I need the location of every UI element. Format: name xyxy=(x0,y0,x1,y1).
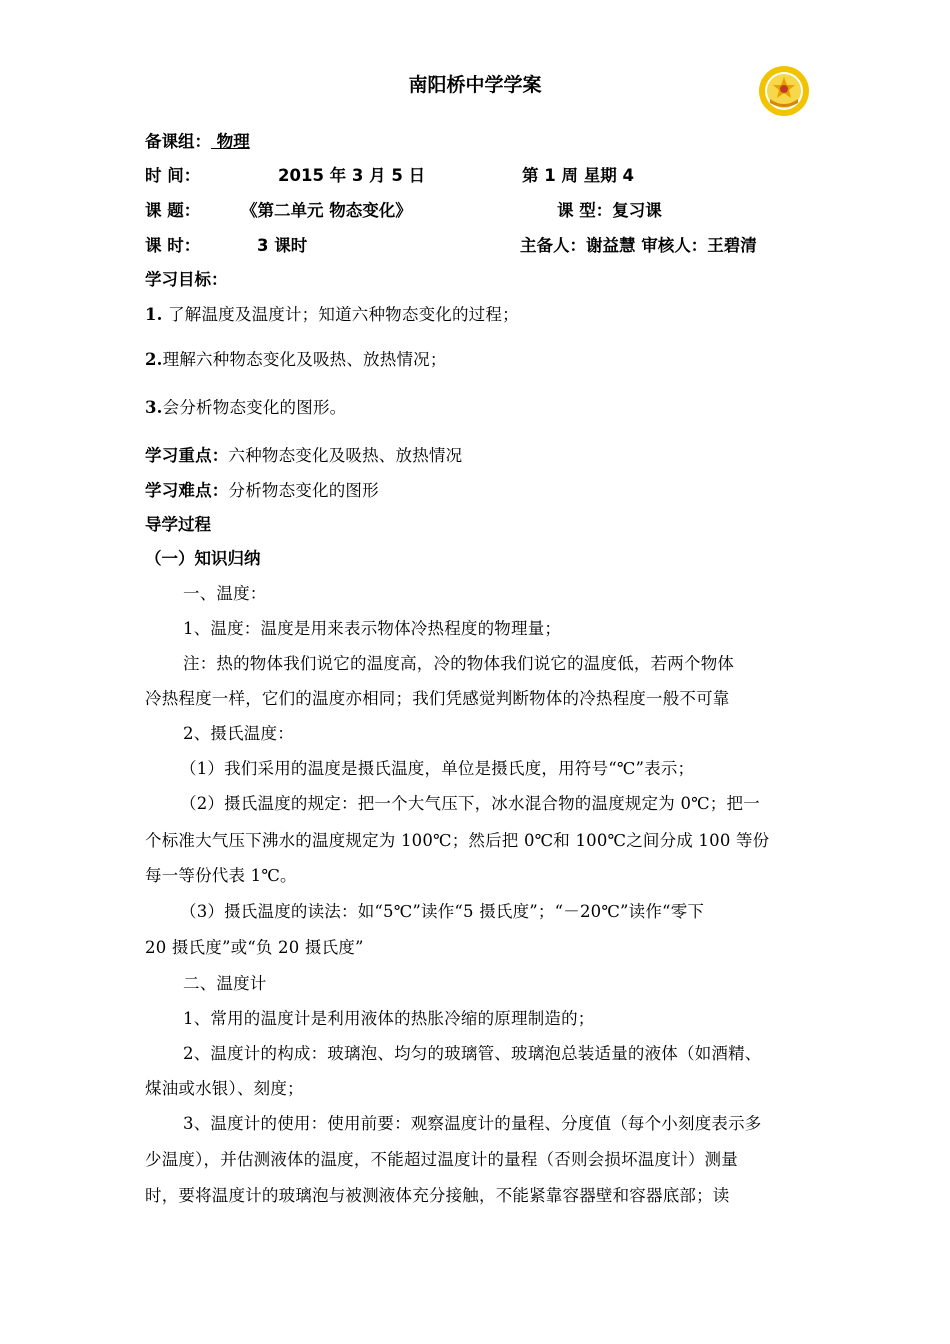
time-label: 时 间： xyxy=(145,166,201,185)
body-line: 二、温度计 xyxy=(183,974,267,993)
body-line: 时，要将温度计的玻璃泡与被测液体充分接触，不能紧靠容器壁和容器底部；读 xyxy=(145,1186,730,1205)
section-heading: （一）知识归纳 xyxy=(145,549,261,568)
body-line: 3、温度计的使用：使用前要：观察温度计的量程、分度值（每个小刻度表示多 xyxy=(183,1114,762,1133)
key-point: 学习重点：六种物态变化及吸热、放热情况 xyxy=(145,446,463,465)
goals-heading: 学习目标： xyxy=(145,270,228,289)
goal-item: 1. 了解温度及温度计；知道六种物态变化的过程； xyxy=(145,305,519,324)
lesson-topic: 《第二单元 物态变化》 xyxy=(241,201,412,220)
lesson-type: 课 型：复习课 xyxy=(557,201,662,220)
preparer-reviewer: 主备人：谢益慧 审核人：王碧清 xyxy=(520,236,757,255)
body-line: 一、温度： xyxy=(183,584,267,603)
body-line: （2）摄氏温度的规定：把一个大气压下，冰水混合物的温度规定为 0℃；把一 xyxy=(180,794,760,813)
hours-label: 课 时： xyxy=(145,236,201,255)
body-line: 个标准大气压下沸水的温度规定为 100℃；然后把 0℃和 100℃之间分成 100 等份 xyxy=(145,831,770,850)
goal-item: 2.理解六种物态变化及吸热、放热情况； xyxy=(145,350,447,369)
body-line: 冷热程度一样，它们的温度亦相同；我们凭感觉判断物体的冷热程度一般不可靠 xyxy=(145,689,730,708)
lesson-group: 备课组： 物理 xyxy=(145,132,250,151)
body-line: （1）我们采用的温度是摄氏温度，单位是摄氏度，用符号“℃”表示； xyxy=(180,759,695,778)
body-line: 1、温度：温度是用来表示物体冷热程度的物理量； xyxy=(183,619,562,638)
lesson-date: 2015 年 3 月 5 日 xyxy=(278,166,426,185)
difficult-point: 学习难点：分析物态变化的图形 xyxy=(145,481,379,500)
goal-item: 3.会分析物态变化的图形。 xyxy=(145,398,347,417)
lesson-week: 第 1 周 星期 4 xyxy=(522,166,634,185)
lesson-hours: 3 课时 xyxy=(257,236,308,255)
body-line: 注：热的物体我们说它的温度高，冷的物体我们说它的温度低，若两个物体 xyxy=(183,654,735,673)
body-line: 每一等份代表 1℃。 xyxy=(145,866,297,885)
body-line: 2、温度计的构成：玻璃泡、均匀的玻璃管、玻璃泡总装适量的液体（如酒精、 xyxy=(183,1044,762,1063)
page-title: 南阳桥中学学案 xyxy=(408,74,542,96)
body-line: （3）摄氏温度的读法：如“5℃”读作“5 摄氏度”；“－20℃”读作“零下 xyxy=(180,902,705,921)
body-line: 2、摄氏温度： xyxy=(183,724,294,743)
topic-label: 课 题： xyxy=(145,201,201,220)
process-heading: 导学过程 xyxy=(145,515,211,534)
body-line: 煤油或水银）、刻度； xyxy=(145,1079,304,1098)
body-line: 1、常用的温度计是利用液体的热胀冷缩的原理制造的； xyxy=(183,1009,595,1028)
school-logo-icon xyxy=(758,65,810,117)
body-line: 少温度），并估测液体的温度，不能超过温度计的量程（否则会损坏温度计）测量 xyxy=(145,1150,738,1169)
body-line: 20 摄氏度”或“负 20 摄氏度” xyxy=(145,938,364,957)
